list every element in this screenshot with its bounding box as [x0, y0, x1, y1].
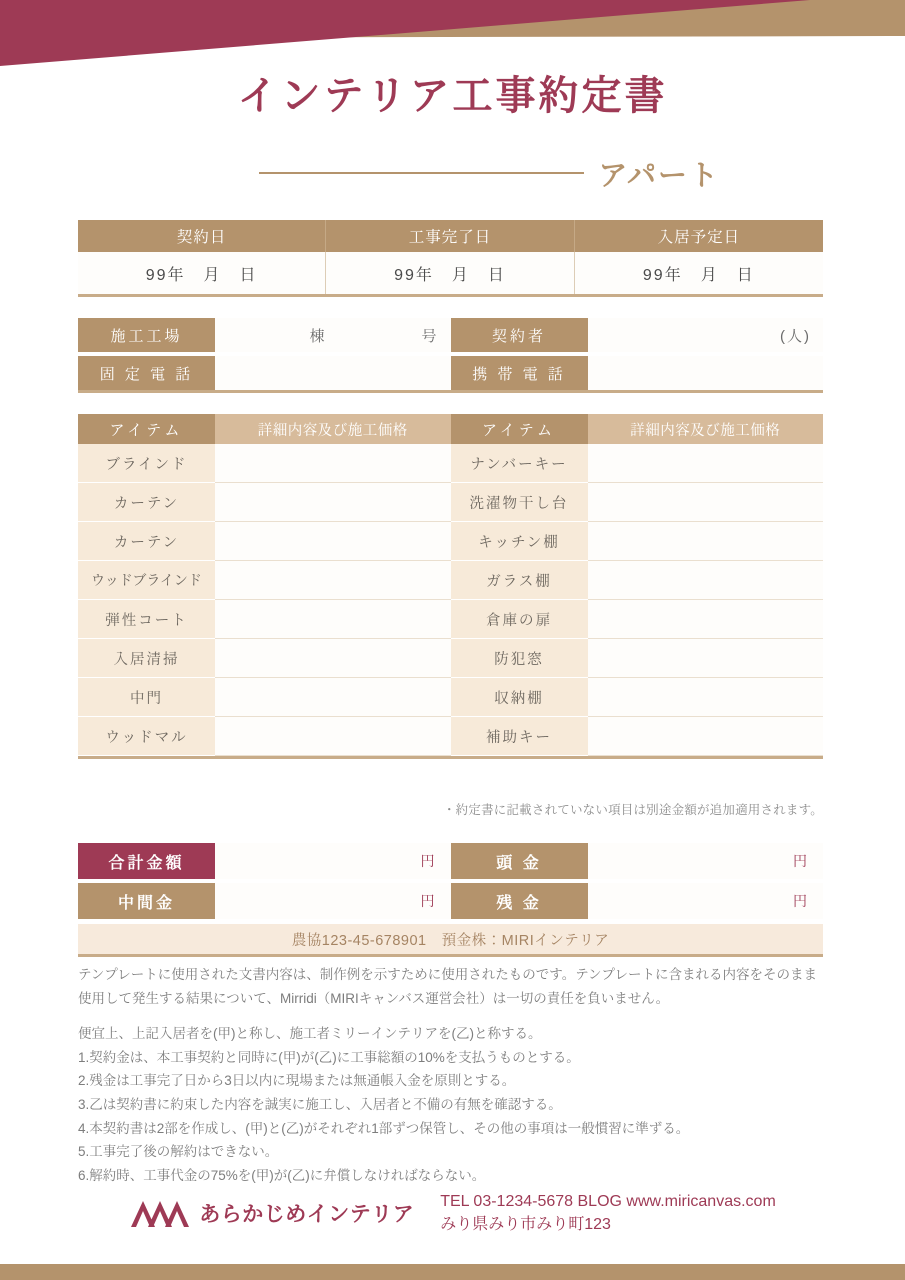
item-label-left: ブラインド [78, 444, 215, 483]
term-item: 6.解約時、工事代金の75%を(甲)が(乙)に弁償しなければならない。 [78, 1167, 486, 1183]
brand-block [129, 1198, 414, 1228]
item-label-left: 中門 [78, 678, 215, 717]
items-table [78, 414, 823, 759]
landline-input[interactable] [215, 356, 451, 390]
item-label-right: 洗濯物干し台 [451, 483, 588, 522]
contractor-input[interactable]: (人) [588, 318, 824, 352]
bank-info: 農協123-45-678901 預金株：MIRIインテリア [78, 924, 823, 954]
info-row-phone [78, 356, 823, 390]
deposit-input[interactable]: 円 [588, 843, 824, 879]
info-table-underline [78, 390, 823, 393]
table-row [78, 678, 823, 717]
item-label-right: 倉庫の扉 [451, 600, 588, 639]
page-title: インテリア工事約定書 [237, 74, 668, 118]
items-header-item-left: アイテム [78, 414, 215, 444]
footer [0, 1190, 905, 1236]
item-label-right: 補助キー [451, 717, 588, 756]
site-unit-building: 棟 [309, 327, 327, 345]
date-value-completion[interactable]: 99年 月 日 [326, 252, 574, 294]
payment-row-top [78, 843, 823, 879]
items-header-detail-right: 詳細内容及び施工価格 [588, 414, 824, 444]
contact-line-1: TEL 03-1234-5678 BLOG www.miricanvas.com [440, 1193, 776, 1210]
table-row [78, 522, 823, 561]
item-label-left: ウッドブラインド [78, 561, 215, 600]
item-detail-left[interactable] [215, 639, 451, 678]
items-table-underline [78, 756, 823, 759]
items-header-row [78, 414, 823, 444]
term-item: 2.残金は工事完了日から3日以内に現場または無通帳入金を原則とする。 [78, 1073, 516, 1089]
terms-list [78, 1022, 838, 1187]
interim-input[interactable]: 円 [215, 883, 451, 919]
item-detail-right[interactable] [588, 444, 824, 483]
item-label-right: ナンバーキー [451, 444, 588, 483]
item-detail-right[interactable] [588, 717, 824, 756]
site-label: 施工工場 [78, 318, 215, 352]
item-detail-left[interactable] [215, 483, 451, 522]
item-label-left: 入居清掃 [78, 639, 215, 678]
table-row [78, 444, 823, 483]
mobile-input[interactable] [588, 356, 824, 390]
item-label-left: カーテン [78, 483, 215, 522]
date-table-value-row [78, 252, 823, 294]
table-row [78, 639, 823, 678]
info-row-site [78, 318, 823, 352]
item-label-left: 弾性コート [78, 600, 215, 639]
date-header-movein: 入居予定日 [575, 220, 823, 252]
date-value-contract[interactable]: 99年 月 日 [78, 252, 326, 294]
item-detail-right[interactable] [588, 678, 824, 717]
deposit-label: 頭 金 [451, 843, 588, 879]
item-detail-left[interactable] [215, 600, 451, 639]
item-label-left: ウッドマル [78, 717, 215, 756]
mobile-label: 携 帯 電 話 [451, 356, 588, 390]
item-detail-left[interactable] [215, 717, 451, 756]
footer-bar [0, 1264, 905, 1280]
page-subtitle: アパート [598, 159, 720, 192]
total-label: 合計金額 [78, 843, 215, 879]
item-detail-left[interactable] [215, 678, 451, 717]
item-label-left: カーテン [78, 522, 215, 561]
items-header-detail-left: 詳細内容及び施工価格 [215, 414, 451, 444]
date-table-underline [78, 294, 823, 297]
subtitle-row [0, 152, 905, 194]
table-row [78, 483, 823, 522]
contact-line-2: みり県みり市みり町123 [440, 1216, 611, 1234]
item-detail-right[interactable] [588, 561, 824, 600]
date-header-contract: 契約日 [78, 220, 326, 252]
contractor-label: 契約者 [451, 318, 588, 352]
interim-label: 中間金 [78, 883, 215, 919]
payment-row-bottom [78, 883, 823, 919]
date-value-movein[interactable]: 99年 月 日 [575, 252, 823, 294]
table-row [78, 717, 823, 756]
payment-table [78, 843, 823, 957]
term-item: 1.契約金は、本工事契約と同時に(甲)が(乙)に工事総額の10%を支払うものとする。 [78, 1049, 580, 1065]
item-label-right: ガラス棚 [451, 561, 588, 600]
item-detail-right[interactable] [588, 483, 824, 522]
date-table-header-row [78, 220, 823, 252]
item-detail-left[interactable] [215, 561, 451, 600]
item-detail-right[interactable] [588, 639, 824, 678]
item-label-right: 防犯窓 [451, 639, 588, 678]
payment-table-underline [78, 954, 823, 957]
date-table [78, 220, 823, 297]
item-label-right: 収納棚 [451, 678, 588, 717]
item-detail-left[interactable] [215, 522, 451, 561]
date-header-completion: 工事完了日 [326, 220, 574, 252]
term-item: 4.本契約書は2部を作成し、(甲)と(乙)がそれぞれ1部ずつ保管し、その他の事項は一般慣習に準ずる。 [78, 1120, 690, 1136]
item-detail-left[interactable] [215, 444, 451, 483]
items-note: ・約定書に記載されていない項目は別途金額が追加適用されます。 [442, 803, 823, 817]
item-label-right: キッチン棚 [451, 522, 588, 561]
term-item: 3.乙は契約書に約束した内容を誠実に施工し、入居者と不備の有無を確認する。 [78, 1096, 562, 1112]
contact-block [440, 1190, 776, 1236]
landline-label: 固 定 電 話 [78, 356, 215, 390]
info-table [78, 318, 823, 393]
brand-name: あらかじめインテリア [199, 1203, 415, 1227]
terms-intro: 便宜上、上記入居者を(甲)と称し、施工者ミリーインテリアを(乙)と称する。 [78, 1026, 542, 1041]
site-input[interactable] [215, 318, 451, 352]
disclaimer-text: テンプレートに使用された文書内容は、制作例を示すために使用されたものです。テンプレートに含まれる内容をそのまま使用して発生する結果について、Mirridi（MIRIキャンバス運営会社）は一切の責任を負いません。 [78, 967, 817, 1006]
table-row [78, 600, 823, 639]
table-row [78, 561, 823, 600]
site-unit-number: 号 [421, 327, 439, 345]
item-detail-right[interactable] [588, 522, 824, 561]
items-header-item-right: アイテム [451, 414, 588, 444]
balance-input[interactable]: 円 [588, 883, 824, 919]
item-detail-right[interactable] [588, 600, 824, 639]
term-item: 5.工事完了後の解約はできない。 [78, 1144, 279, 1160]
balance-label: 残 金 [451, 883, 588, 919]
mountain-logo-icon [129, 1198, 191, 1228]
subtitle-divider [259, 172, 584, 174]
title-block [0, 72, 905, 120]
total-input[interactable]: 円 [215, 843, 451, 879]
